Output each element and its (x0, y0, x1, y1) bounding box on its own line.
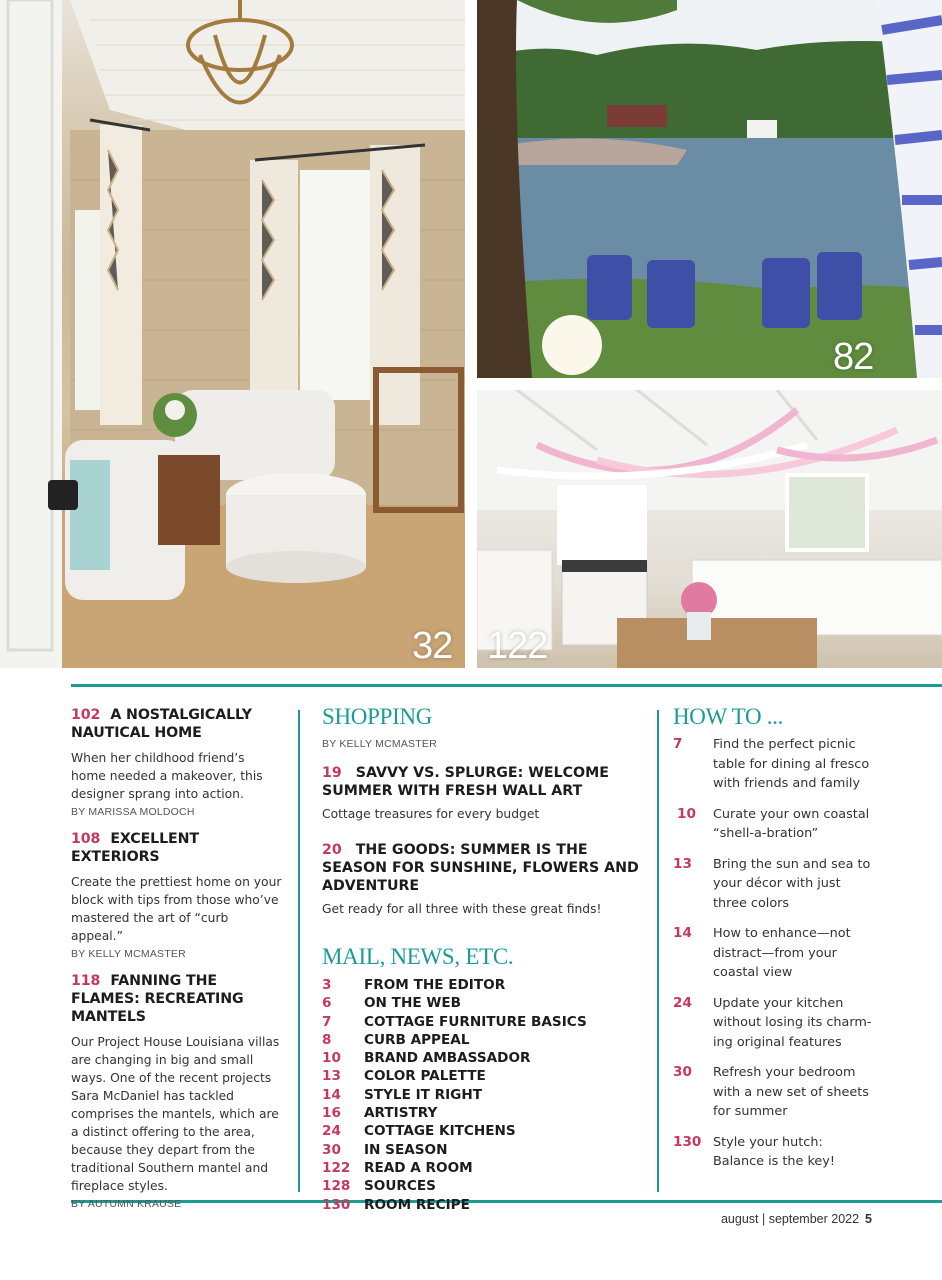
shopping-item-title (322, 841, 652, 895)
department-title: COLOR PALETTE (364, 1068, 486, 1085)
department-title: ROOM RECIPE (364, 1196, 470, 1213)
feature-title (71, 830, 283, 866)
lake-illustration (477, 0, 942, 378)
page-number: 10 (677, 805, 696, 822)
list-item[interactable] (322, 1177, 652, 1195)
department-title: CURB APPEAL (364, 1031, 470, 1048)
feature-item[interactable] (71, 972, 283, 1210)
list-item[interactable] (673, 805, 873, 844)
shopping-item-description: Cottage treasures for every budget (322, 807, 540, 821)
page-number: 102 (71, 707, 101, 723)
top-divider (71, 684, 942, 687)
page-number: 3 (322, 977, 332, 993)
list-item[interactable] (673, 924, 873, 983)
issue-date: august | september 2022 (720, 1212, 860, 1226)
column-divider (657, 710, 659, 1192)
page-number: 16 (322, 1105, 341, 1122)
list-item[interactable] (322, 976, 652, 994)
list-item[interactable] (322, 1104, 652, 1122)
department-title: IN SEASON (364, 1141, 448, 1158)
feature-description: When her childhood friend’s home needed a makeover, this designer sprang into action. (71, 751, 263, 801)
department-title: STYLE IT RIGHT (364, 1086, 482, 1103)
kitchen-photo (477, 390, 942, 668)
department-title: SOURCES (364, 1178, 436, 1195)
page-number: 128 (322, 1178, 351, 1195)
page-number: 30 (673, 1064, 692, 1080)
department-title: ARTISTRY (364, 1105, 438, 1122)
feature-description: Create the prettiest home on your block with tips from those who’ve mastered the art of “curb appeal.” (71, 875, 282, 943)
list-item[interactable] (673, 735, 873, 794)
page-number: 24 (322, 1123, 341, 1140)
photo-page-number: 82 (833, 336, 874, 378)
page-number: 13 (322, 1068, 341, 1085)
page-folio (721, 1212, 872, 1226)
feature-title-text: A NOSTALGICALLY NAUTICAL HOME (71, 707, 252, 741)
byline: BY AUTUMN KRAUSE (71, 1198, 182, 1210)
shopping-item-title-text: SAVVY VS. SPLURGE: WELCOME SUMMER WITH FRESH WALL ART (322, 765, 609, 799)
page-number: 108 (71, 831, 101, 847)
howto-list (673, 735, 873, 1172)
howto-column (673, 704, 873, 1183)
page-number: 10 (322, 1050, 341, 1067)
feature-title-text: EXCELLENT EXTERIORS (71, 831, 199, 865)
photo-page-number: 122 (487, 625, 548, 667)
list-item[interactable] (673, 994, 873, 1053)
page-number: 14 (673, 925, 692, 941)
feature-title (71, 706, 283, 742)
department-title: READ A ROOM (364, 1159, 473, 1176)
list-item[interactable] (322, 1049, 652, 1067)
page-number: 8 (322, 1031, 332, 1048)
feature-description: Our Project House Louisiana villas are changing in big and small ways. One of the recent projects Sara McDaniel has tackled comprises the mantels, which are a distinct offering to the area, because they depart from the traditional Southern mantel and fireplace styles. (71, 1035, 280, 1193)
shopping-heading: SHOPPING (322, 704, 433, 729)
howto-text: Update your kitchen without losing its charm-ing original features (713, 995, 872, 1050)
shopping-item[interactable] (322, 764, 652, 823)
feature-item[interactable] (71, 830, 283, 960)
list-item[interactable] (322, 1141, 652, 1159)
howto-text: Find the perfect picnic table for dining al fresco with friends and family (713, 737, 870, 791)
list-item[interactable] (322, 994, 652, 1012)
page-number: 130 (673, 1133, 702, 1150)
howto-text: How to enhance—not distract—from your coastal view (713, 926, 851, 980)
list-item[interactable] (322, 1031, 652, 1049)
page-number: 20 (322, 842, 342, 858)
list-item[interactable] (673, 1133, 873, 1172)
howto-text: Style your hutch: Balance is the key! (713, 1134, 835, 1169)
shopping-byline: BY KELLY MCMASTER (322, 738, 437, 750)
howto-text: Curate your own coastal “shell-a-bration” (713, 806, 870, 841)
howto-text: Bring the sun and sea to your décor with just three colors (713, 856, 871, 911)
features-column (71, 706, 283, 1222)
page-number: 130 (322, 1196, 351, 1213)
department-title: COTTAGE FURNITURE BASICS (364, 1013, 587, 1030)
page-number: 6 (322, 995, 332, 1012)
feature-title (71, 972, 283, 1026)
departments-heading: MAIL, NEWS, ETC. (322, 944, 514, 969)
photo-page-number: 32 (412, 625, 453, 667)
list-item[interactable] (322, 1196, 652, 1214)
howto-text: Refresh your bedroom with a new set of sheets for summer (713, 1065, 869, 1119)
page-number: 19 (322, 765, 342, 781)
list-item[interactable] (322, 1122, 652, 1140)
feature-title-text: FANNING THE FLAMES: RECREATING MANTELS (71, 973, 244, 1025)
page-number: 7 (673, 736, 683, 752)
page-number: 14 (322, 1086, 341, 1103)
department-title: BRAND AMBASSADOR (364, 1050, 531, 1067)
list-item[interactable] (322, 1013, 652, 1031)
living-room-photo (0, 0, 465, 668)
shopping-item-title-text: THE GOODS: SUMMER IS THE SEASON FOR SUNSHINE, FLOWERS AND ADVENTURE (322, 842, 639, 894)
howto-heading: HOW TO ... (673, 704, 784, 729)
page-number: 122 (322, 1159, 351, 1176)
folio-page-number: 5 (865, 1212, 872, 1226)
department-title: ON THE WEB (364, 995, 461, 1012)
shopping-item-description: Get ready for all three with these great finds! (322, 902, 602, 916)
page-number: 13 (673, 855, 692, 872)
list-item[interactable] (322, 1086, 652, 1104)
page-number: 24 (673, 994, 692, 1011)
page-number: 118 (71, 973, 101, 989)
lake-photo (477, 0, 942, 378)
shopping-item-title (322, 764, 652, 800)
department-title: FROM THE EDITOR (364, 977, 506, 993)
shopping-item[interactable] (322, 841, 652, 918)
list-item[interactable] (673, 1063, 873, 1122)
column-divider (298, 710, 300, 1192)
department-title: COTTAGE KITCHENS (364, 1123, 516, 1140)
feature-item[interactable] (71, 706, 283, 818)
list-item[interactable] (322, 1159, 652, 1177)
page-number: 30 (322, 1141, 341, 1158)
page-number: 7 (322, 1013, 332, 1030)
list-item[interactable] (673, 855, 873, 914)
departments-list (322, 976, 652, 1214)
living-room-illustration (0, 0, 465, 668)
list-item[interactable] (322, 1067, 652, 1085)
middle-column (322, 704, 652, 1214)
byline: BY MARISSA MOLDOCH (71, 806, 195, 818)
byline: BY KELLY MCMASTER (71, 948, 186, 960)
